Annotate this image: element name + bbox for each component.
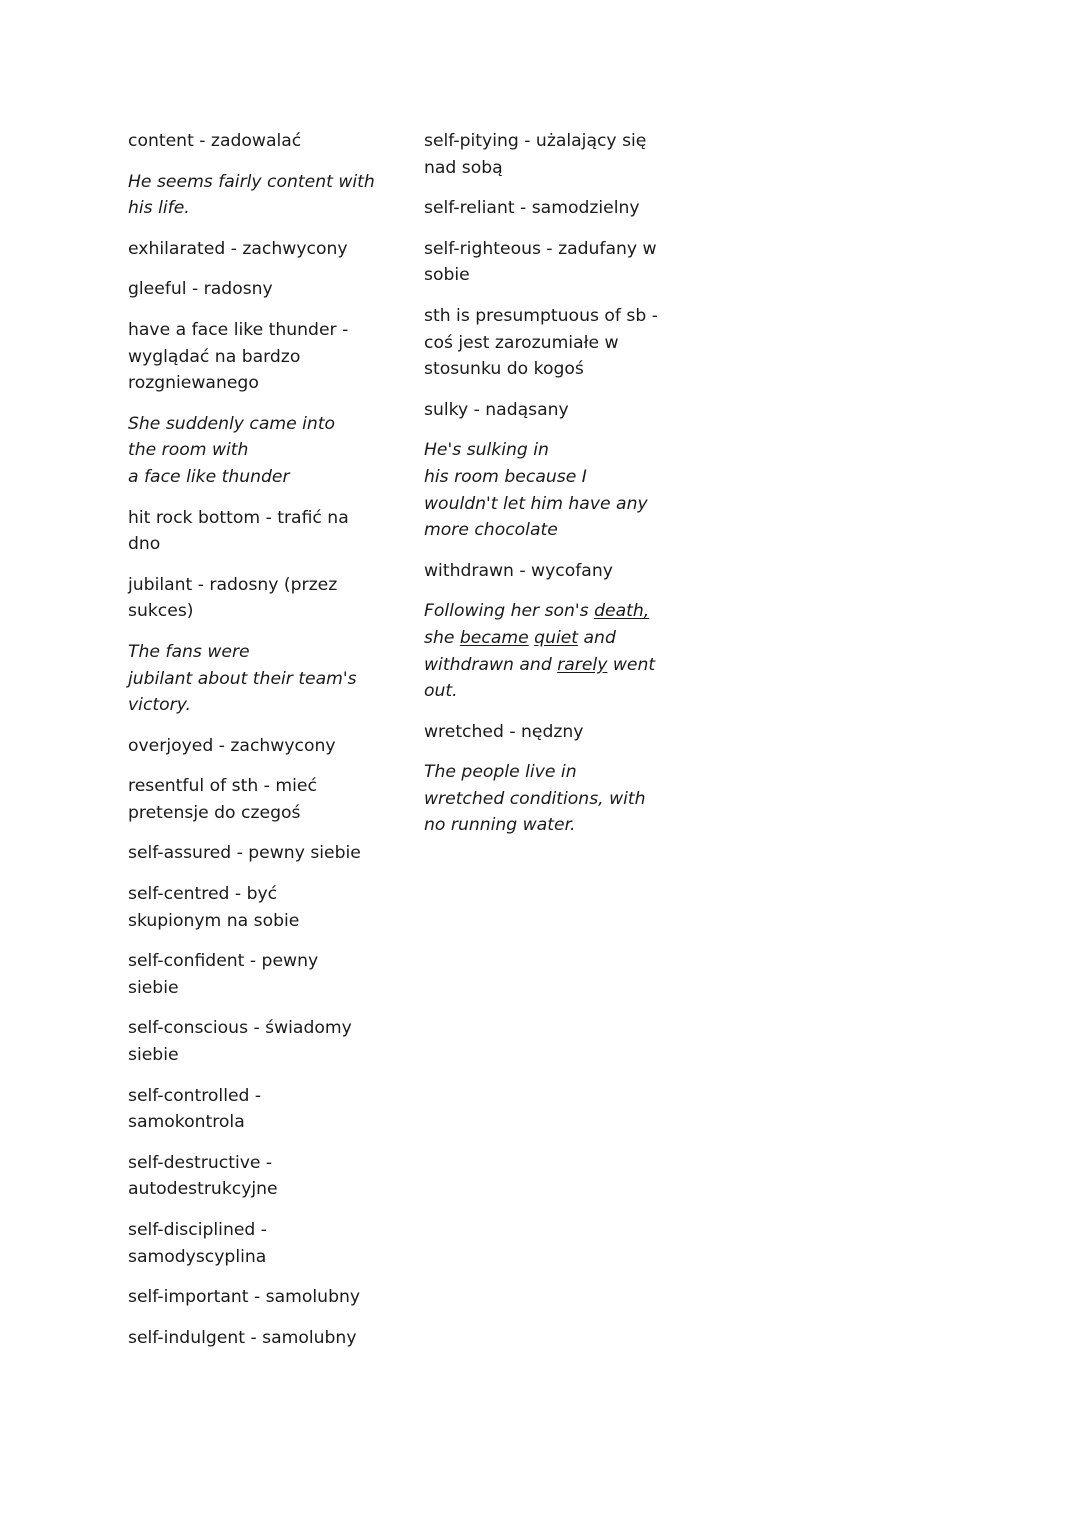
vocab-entry-self-conscious [128,1015,378,1068]
entry-line: she became quiet and [424,627,616,648]
vocab-entry-jubilant [128,572,378,625]
left-column [128,128,378,1365]
example-sentence [128,169,378,222]
underlined-word: quiet [534,627,579,648]
right-column [424,128,674,853]
entry-line: The people live in [424,762,577,783]
vocab-entry-resentful-of-sth [128,773,378,826]
vocab-entry-self-destructive [128,1150,378,1203]
entry-line: skupionym na sobie [128,910,300,931]
vocab-entry-self-pitying [424,128,674,181]
entry-line: exhilarated - zachwycony [128,238,348,259]
entry-line: self-pitying - użalający się [424,131,647,151]
entry-line: resentful of sth - mieć [128,776,317,797]
vocab-entry-have-a-face-like-thunder [128,317,378,397]
entry-line: sth is presumptuous of sb - [424,305,658,326]
entry-line: withdrawn - wycofany [424,560,613,581]
underlined-word: became [459,627,529,648]
vocab-entry-self-centred [128,881,378,934]
entry-line: self-important - samolubny [128,1287,361,1308]
vocab-entry-overjoyed [128,733,378,760]
entry-line: a face like thunder [128,466,290,487]
entry-line: victory. [128,695,192,716]
entry-line: nad sobą [424,157,503,178]
entry-line: wyglądać na bardzo [128,346,301,367]
vocab-entry-self-controlled [128,1083,378,1136]
entry-line: more chocolate [424,520,558,541]
entry-line: jubilant about their team's [128,668,357,689]
entry-line: sulky - nadąsany [424,399,569,420]
entry-line: self-centred - być [128,884,278,905]
entry-line: gleeful - radosny [128,279,273,300]
entry-line: jubilant - radosny (przez [128,574,338,595]
vocab-entry-wretched [424,719,674,746]
entry-line: have a face like thunder - [128,319,349,340]
entry-line: hit rock bottom - trafić na [128,507,349,528]
underlined-word: rarely [557,654,608,675]
vocab-entry-gleeful [128,276,378,303]
entry-line: content - zadowalać [128,131,302,151]
vocab-entry-exhilarated [128,236,378,263]
entry-line: self-confident - pewny [128,951,319,972]
entry-line: The fans were [128,641,250,662]
entry-line: his room because I [424,466,587,487]
entry-line: out. [424,681,458,702]
entry-line: samokontrola [128,1112,245,1133]
example-sentence [424,437,674,543]
vocab-entry-self-reliant [424,195,674,222]
entry-line: self-destructive - [128,1152,273,1173]
entry-line: overjoyed - zachwycony [128,735,336,756]
vocab-entry-self-disciplined [128,1217,378,1270]
example-sentence [128,639,378,719]
entry-line: self-righteous - zadufany w [424,238,657,259]
example-sentence [424,598,674,704]
entry-line: wretched conditions, with [424,788,646,809]
vocab-entry-withdrawn [424,558,674,585]
entry-line: siebie [128,977,179,998]
entry-line: rozgniewanego [128,373,259,394]
vocab-entry-self-indulgent [128,1325,378,1352]
entry-line: self-assured - pewny siebie [128,843,361,864]
vocab-entry-self-assured [128,840,378,867]
entry-line: sukces) [128,601,194,622]
vocab-entry-sth-is-presumptuous-of-sb [424,303,674,383]
entry-line: siebie [128,1045,179,1066]
entry-line: sobie [424,265,470,286]
vocab-entry-self-important [128,1284,378,1311]
entry-line: He seems fairly content with [128,171,375,192]
entry-line: self-reliant - samodzielny [424,198,640,219]
entry-line: stosunku do kogoś [424,359,584,380]
entry-line: self-controlled - [128,1085,262,1106]
vocab-entry-content [128,128,378,155]
entry-line: withdrawn and rarely went [424,654,656,675]
entry-line: She suddenly came into [128,413,336,434]
entry-line: autodestrukcyjne [128,1179,278,1200]
entry-line: self-indulgent - samolubny [128,1327,357,1348]
entry-line: samodyscyplina [128,1246,267,1267]
entry-line: wretched - nędzny [424,721,584,742]
vocab-entry-sulky [424,397,674,424]
vocab-entry-self-confident [128,948,378,1001]
entry-line: pretensje do czegoś [128,802,301,823]
entry-line: dno [128,534,161,555]
entry-line: He's sulking in [424,440,549,461]
example-sentence [128,411,378,491]
vocab-entry-self-righteous [424,236,674,289]
underlined-word: death, [594,601,650,622]
entry-line: wouldn't let him have any [424,493,648,514]
entry-line: no running water. [424,815,576,836]
entry-line: self-conscious - świadomy [128,1018,352,1039]
entry-line: his life. [128,198,190,219]
entry-line: Following her son's death, [424,601,650,622]
entry-line: the room with [128,440,249,461]
vocab-entry-hit-rock-bottom [128,505,378,558]
example-sentence [424,759,674,839]
entry-line: coś jest zarozumiałe w [424,332,619,353]
entry-line: self-disciplined - [128,1220,267,1240]
